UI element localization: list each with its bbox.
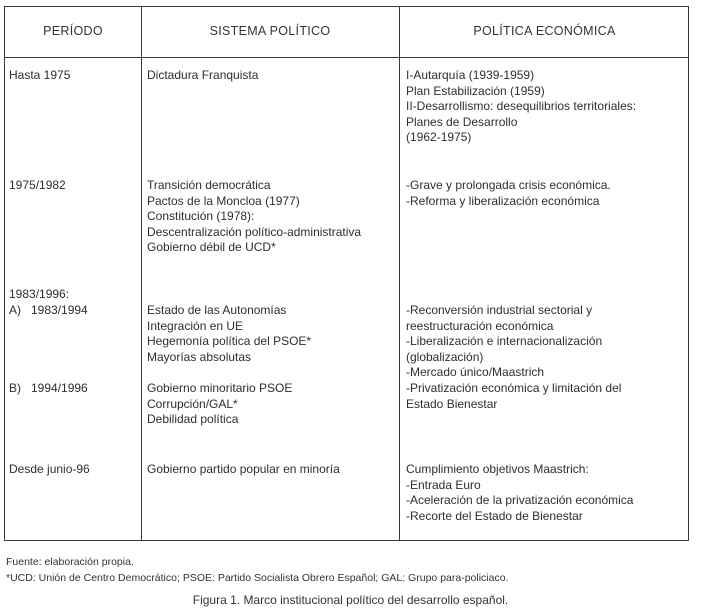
row-periodo bbox=[9, 178, 66, 194]
cell-line: Gobierno débil de UCD* bbox=[147, 240, 276, 254]
cell-line: Gobierno minoritario PSOE bbox=[147, 381, 293, 395]
cell-line: Gobierno partido popular en minoría bbox=[147, 462, 340, 476]
cell-line: -Reforma y liberalización económica bbox=[406, 193, 600, 208]
header-sistema-politico: SISTEMA POLÍTICO bbox=[209, 24, 331, 38]
cell-line: -Entrada Euro bbox=[406, 477, 481, 492]
cell-line: (1962-1975) bbox=[406, 130, 472, 144]
cell-line: Integración en UE bbox=[147, 318, 244, 333]
row-periodo bbox=[9, 287, 88, 318]
header-periodo: PERÍODO bbox=[43, 24, 103, 38]
cell-line: Descentralización político-administrativa bbox=[147, 224, 362, 239]
cell-line: Corrupción/GAL* bbox=[147, 396, 238, 411]
cell-line: Pactos de la Moncloa (1977) bbox=[147, 193, 300, 208]
header-politica-economica: POLÍTICA ECONÓMICA bbox=[473, 24, 616, 38]
row-economica bbox=[406, 381, 621, 412]
row-sistema bbox=[147, 178, 361, 256]
row-economica bbox=[406, 178, 611, 209]
cell-line: II-Desarrollismo: desequilibrios territoriales: bbox=[406, 99, 637, 113]
cell-line: Plan Estabilización (1959) bbox=[406, 83, 545, 98]
row-periodo bbox=[9, 381, 88, 397]
row-sistema bbox=[147, 462, 340, 478]
row-sistema bbox=[147, 381, 292, 428]
cell-line: -Liberalización e internacionalización bbox=[406, 334, 603, 348]
cell-line: A) 1983/1994 bbox=[9, 302, 88, 317]
institutional-framework-table bbox=[4, 6, 689, 541]
cell-line: -Reconversión industrial sectorial y bbox=[406, 303, 593, 317]
row-sistema bbox=[147, 68, 258, 84]
cell-line: (globalización) bbox=[406, 349, 484, 364]
cell-line: I-Autarquía (1939-1959) bbox=[406, 68, 535, 82]
cell-line: Mayorías absolutas bbox=[147, 349, 252, 364]
cell-line: Estado de las Autonomías bbox=[147, 303, 287, 317]
cell-line: -Recorte del Estado de Bienestar bbox=[406, 508, 583, 523]
cell-line: Hasta 1975 bbox=[9, 68, 71, 82]
cell-line: Cumplimiento objetivos Maastrich: bbox=[406, 462, 589, 476]
row-periodo bbox=[9, 462, 90, 478]
header-divider bbox=[5, 57, 688, 58]
cell-line: 1975/1982 bbox=[9, 178, 66, 192]
cell-line: -Grave y prolongada crisis económica. bbox=[406, 178, 611, 192]
cell-line: Transición democrática bbox=[147, 178, 271, 192]
cell-line: Hegemonía política del PSOE* bbox=[147, 334, 312, 348]
cell-line: 1983/1996: bbox=[9, 287, 70, 301]
cell-line: Debilidad política bbox=[147, 412, 239, 426]
cell-line: -Mercado único/Maastrich bbox=[406, 365, 545, 379]
cell-line: Desde junio-96 bbox=[9, 462, 90, 476]
column-divider bbox=[141, 7, 142, 540]
cell-line: Constitución (1978): bbox=[147, 209, 255, 223]
cell-line: -Aceleración de la privatización económica bbox=[406, 493, 634, 507]
cell-line: Estado Bienestar bbox=[406, 396, 498, 411]
row-economica bbox=[406, 462, 633, 524]
row-economica bbox=[406, 68, 636, 146]
abbreviations-note: *UCD: Unión de Centro Democrático; PSOE: Partido Socialista Obrero Español; GAL: Grupo para-policiaco. bbox=[6, 572, 509, 584]
row-economica bbox=[406, 303, 602, 381]
cell-line: Planes de Desarrollo bbox=[406, 114, 518, 129]
cell-line: -Privatización económica y limitación del bbox=[406, 381, 622, 395]
row-periodo bbox=[9, 68, 70, 84]
row-sistema bbox=[147, 303, 311, 365]
figure-caption: Figura 1. Marco institucional político del desarrollo español. bbox=[192, 593, 509, 607]
cell-line: reestructuración económica bbox=[406, 318, 554, 333]
cell-line: Dictadura Franquista bbox=[147, 68, 259, 82]
column-divider bbox=[399, 7, 400, 540]
cell-line: B) 1994/1996 bbox=[9, 381, 88, 395]
source-note: Fuente: elaboración propia. bbox=[6, 556, 134, 568]
